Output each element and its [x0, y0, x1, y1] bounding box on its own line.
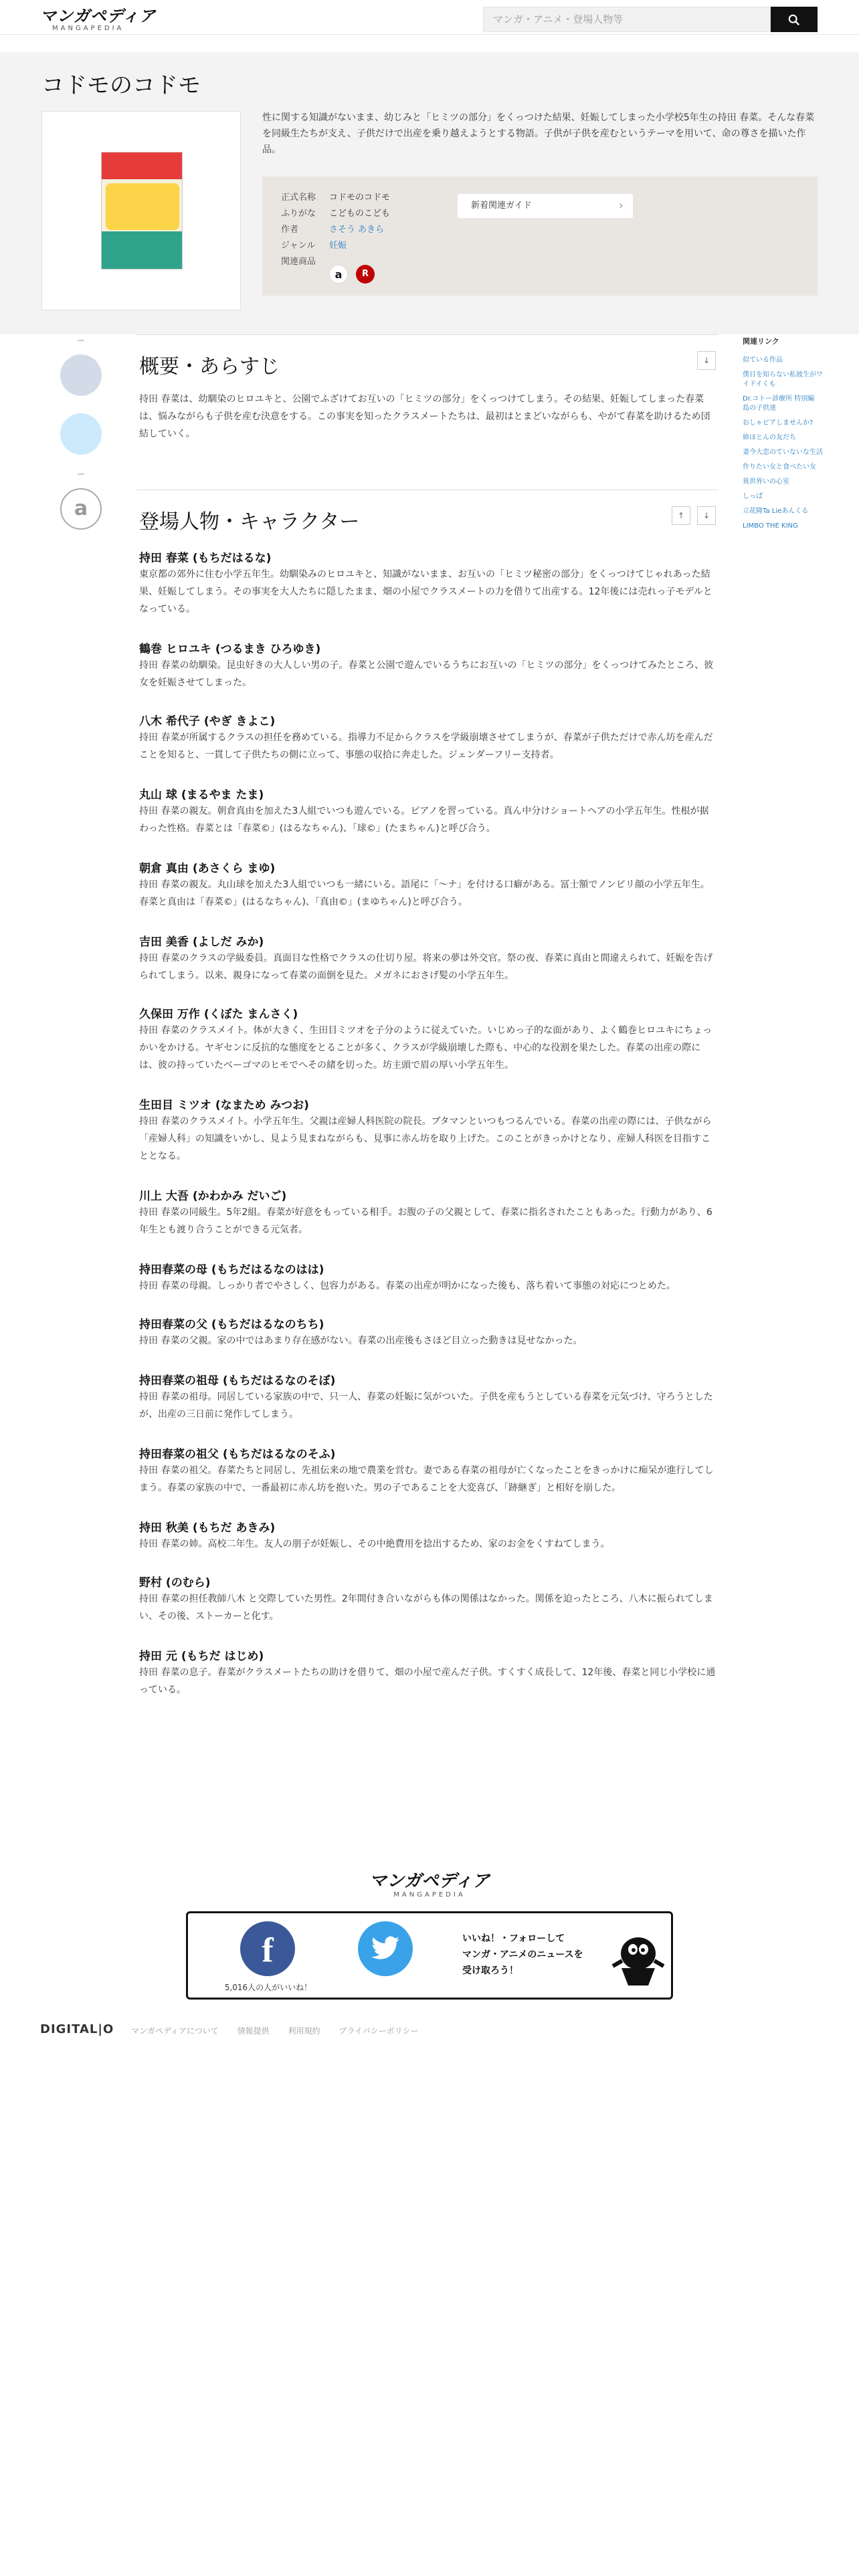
related-link[interactable]: 妻今大恋のていないな生活: [743, 449, 823, 456]
search-button[interactable]: [771, 7, 818, 32]
related-link[interactable]: Dr.コトー診療所 特別編 島の子供達: [743, 395, 815, 412]
related-title: 関連リンク: [743, 337, 779, 346]
related-link[interactable]: LIMBO THE KING: [743, 522, 798, 530]
related-link[interactable]: 異世界いの心室: [743, 478, 789, 486]
character-name: 持田 元 (もちだ はじめ): [139, 1650, 264, 1663]
twitter-bird-icon: [371, 1936, 399, 1960]
scroll-down-button[interactable]: ↓: [697, 506, 716, 525]
character-desc: 持田 春菜の親友。朝倉真由を加えた3人組でいつも遊んでいる。ピアノを習っている。真ん中分けショートヘアの小学五年生。性根が据わった性格。春菜とは「春菜©」(はるなちゃん)、「球©」(たまちゃん)と呼び合う。: [139, 806, 709, 834]
related-link[interactable]: 立花隆Ta Lieあんくる: [743, 508, 809, 515]
chevron-right-icon: ›: [618, 199, 624, 213]
character-name: 持田春菜の祖父 (もちだはるなのそふ): [139, 1448, 336, 1461]
character-desc: 持田 春菜の幼馴染。昆虫好きの大人しい男の子。春菜と公園で遊んでいるうちにお互いの「ヒミツの部分」をくっつけてみたところ、彼女を妊娠させてしまった。: [139, 660, 714, 688]
footer-logo[interactable]: [361, 1872, 498, 1899]
share-divider: [78, 473, 84, 475]
scroll-down-button[interactable]: ↓: [697, 351, 716, 370]
character-desc: 持田 春菜の担任教師八木 と交際していた男性。2年間付き合いながらも体の関係はなかった。関係を迫ったところ、八木に振られてしまい、その後、ストーカーと化す。: [139, 1594, 713, 1622]
facebook-likes-count: 5,016人の人がいいね！: [224, 1983, 312, 1992]
character-desc: 持田 春菜の姉。高校二年生。友人の朋子が妊娠し、その中絶費用を捻出するため、家のお金をくすねてしまう。: [139, 1539, 610, 1549]
footer-link-privacy[interactable]: プライバシーポリシー: [339, 2026, 419, 2036]
work-description: 性に関する知識がないまま、幼じみと「ヒミツの部分」をくっつけた結果、妊娠してしまった小学校5年生の持田 春菜。そんな春菜を同級生たちが支え、子供だけで出産を乗り越えようとする物語。子供が子供を産むというテーマを用いて、命の尊さを描いた作品。: [262, 112, 815, 155]
info-furigana: [281, 207, 390, 221]
character-name: 八木 希代子 (やぎ きよこ): [139, 715, 276, 728]
footer-link-info[interactable]: 情報提供: [237, 2026, 270, 2036]
site-header: [0, 0, 859, 35]
related-link[interactable]: 似ている作品: [743, 356, 783, 364]
site-logo[interactable]: [40, 8, 174, 31]
twitter-follow-icon[interactable]: [358, 1921, 413, 1976]
character-name: 川上 大吾 (かわかみ だいご): [139, 1190, 287, 1203]
character-name: 生田目 ミツオ (なまため みつお): [139, 1099, 309, 1112]
character-desc: 持田 春菜が所属するクラスの担任を務めている。指導力不足からクラスを学級崩壊させてしまうが、春菜が子供ただけで赤ん坊を産んだことを知ると、一貫して子供たちの側に立って、事態の収拾に奔走した。ジェンダーフリー支持者。: [139, 732, 713, 760]
related-links: [743, 336, 823, 536]
character-desc: 持田 春菜の息子。春菜がクラスメートたちの助けを借りて、畑の小屋で産んだ子供。すくすく成長して、12年後、春菜と同じ小学校に通っている。: [139, 1667, 716, 1695]
character-name: 持田 秋美 (もちだ あきみ): [139, 1521, 276, 1535]
character-name: 野村 (のむら): [139, 1576, 211, 1590]
info-label: 関連商品: [281, 257, 316, 267]
footer-links: [131, 2025, 435, 2036]
facebook-follow-icon[interactable]: f: [240, 1921, 295, 1976]
character-name: 久保田 万作 (くぼた まんさく): [139, 1008, 298, 1021]
character-name: 持田春菜の祖母 (もちだはるなのそぼ): [139, 1374, 336, 1388]
info-label: 正式名称: [281, 193, 316, 203]
character-desc: 持田 春菜の親友。丸山球を加えた3人組でいつも一緒にいる。語尾に「〜ナ」を付ける口癖がある。冨士額でノンビリ顔の小学五年生。春菜と真由は「春菜©」(はるなちゃん)、「真由©」(まゆちゃん)と呼び合う。: [139, 879, 710, 907]
info-author: [281, 223, 384, 237]
footer-link-terms[interactable]: 利用規約: [288, 2026, 320, 2036]
logo-main-text: マンガペディア: [40, 7, 157, 25]
footer-logo-sub: MANGAPEDIA: [393, 1891, 466, 1899]
rakuten-icon[interactable]: R: [356, 265, 375, 284]
characters-title: 登場人物・キャラクター: [139, 510, 360, 534]
share-divider: [78, 340, 84, 341]
cover-image[interactable]: [101, 152, 183, 270]
scroll-up-button[interactable]: ↑: [672, 506, 690, 525]
info-value: コドモのコドモ: [329, 193, 391, 203]
guide-label: 新着関連ガイド: [471, 201, 532, 211]
amazon-icon[interactable]: a: [329, 265, 348, 284]
info-label: 作者: [281, 225, 299, 235]
twitter-share-icon[interactable]: [60, 413, 102, 455]
character-name: 持田春菜の父 (もちだはるなのちち): [139, 1318, 324, 1331]
facebook-share-icon[interactable]: [60, 354, 102, 396]
character-desc: 持田 春菜のクラスの学級委員。真面目な性格でクラスの仕切り屋。将来の夢は外交官。祭の夜、春菜に真由と間違えられて、妊娠を告げられてしまう。以来、親身になって春菜の面倒を見た。メガネにおさげ髪の小学五年生。: [139, 953, 713, 981]
character-desc: 持田 春菜の祖母。同居している家族の中で、只一人、春菜の妊娠に気がついた。子供を産もうとしている春菜を元気づけ、守ろうとしたが、出産の三日前に発作してしまう。: [139, 1392, 713, 1420]
footer-bar: [0, 2013, 859, 2046]
amazon-share-icon[interactable]: a: [60, 488, 102, 530]
work-hero: [0, 52, 859, 334]
follow-message-line: 受け取ろう！: [462, 1965, 518, 1976]
character-desc: 持田 春菜の母親。しっかり者でやさしく、包容力がある。春菜の出産が明かになった後も、落ち着いて事態の対応につとめた。: [139, 1281, 676, 1291]
info-value: こどものこども: [329, 209, 391, 219]
info-genre: [281, 239, 347, 253]
info-label: ジャンル: [281, 241, 316, 251]
summary-header: [136, 334, 719, 379]
character-name: 鶴巻 ヒロユキ (つるまき ひろゆき): [139, 643, 321, 656]
related-link[interactable]: 僕目を知らない私彼生がワイドイくも: [743, 371, 823, 388]
footer-link-about[interactable]: マンガペディアについて: [131, 2026, 219, 2036]
related-link[interactable]: 作りたい女と食べたい女: [743, 463, 816, 471]
character-desc: 持田 春菜のクラスメイト。体が大きく、生田目ミツオを子分のように従えていた。いじめっ子的な面があり、よく鶴巻ヒロユキにちょっかいをかける。ヤギセンに反抗的な態度をとることが多く、クラスが学級崩壊した際も、中心的な役割を果たした。春菜の出産の際には、彼の持っていたベーゴマのヒモでへその緒を切った。坊主頭で眉の厚い小学五年生。: [139, 1025, 712, 1071]
work-info-panel: [262, 177, 818, 296]
mascot-icon: [608, 1927, 668, 1988]
characters-header: [136, 490, 719, 534]
search-input[interactable]: マンガ・アニメ・登場人物等: [483, 7, 771, 32]
follow-message-line: マンガ・アニメのニュースを: [462, 1949, 583, 1960]
character-desc: 持田 春菜の父親。家の中ではあまり存在感がない。春菜の出産後もさほど目立った動きは見せなかった。: [139, 1335, 583, 1346]
follow-message: [462, 1931, 609, 1979]
cover-band: [102, 152, 183, 179]
follow-message-line: いいね！・フォローして: [462, 1933, 565, 1944]
follow-box: [186, 1911, 673, 2000]
cover-bottom: [102, 231, 183, 270]
related-link[interactable]: おしゃピアしませんか?: [743, 419, 814, 427]
character-desc: 持田 春菜の祖父。春菜たちと同居し、先祖伝来の地で農業を営む。妻である春菜の祖母が亡くなったことをきっかけに痴呆が進行してしまう。春菜の家族の中で、一番最初に赤ん坊を抱いた。男の子であることを大変喜び、「跡継ぎ」と相好を崩した。: [139, 1465, 714, 1493]
character-name: 吉田 美香 (よしだ みか): [139, 936, 264, 949]
character-desc: 持田 春菜の同級生。5年2組。春菜が好意をもっている相手。お腹の子の父親として、春菜に指名されたこともあった。行動力があり、6年生とも渡り合うことができる元気者。: [139, 1207, 712, 1235]
info-goods: [281, 255, 329, 269]
author-link[interactable]: さそう あきら: [329, 225, 385, 235]
character-name: 丸山 球 (まるやま たま): [139, 788, 264, 802]
logo-sub-text: MANGAPEDIA: [52, 25, 124, 32]
character-name: 持田春菜の母 (もちだはるなのはは): [139, 1263, 324, 1277]
character-name: 持田 春菜 (もちだはるな): [139, 552, 272, 565]
digitalio-logo[interactable]: DIGITAL|O: [40, 2022, 114, 2036]
genre-link[interactable]: 妊娠: [329, 241, 347, 251]
character-desc: 東京都の郊外に住む小学五年生。幼馴染みのヒロユキと、知識がないまま、お互いの「ヒミツ秘密の部分」をくっつけてじゃれあった結果、妊娠してしまう。その事実を大人たちに隠したまま、畑の小屋でクラスメートの力を借りて出産する。12年後には売れっ子モデルとなっている。: [139, 569, 712, 615]
related-link[interactable]: 姉ほとんの友だち: [743, 434, 796, 441]
search-icon: [788, 14, 800, 26]
new-guide-button[interactable]: [458, 194, 633, 218]
related-link[interactable]: しっぱ: [743, 493, 763, 500]
cover-frame: [41, 111, 241, 310]
info-label: ふりがな: [281, 209, 316, 219]
cover-illustration: [106, 183, 179, 230]
summary-title: 概要・あらすじ: [139, 355, 280, 379]
character-name: 朝倉 真由 (あさくら まゆ): [139, 862, 276, 875]
character-desc: 持田 春菜のクラスメイト。小学五年生。父親は産婦人科医院の院長。ブタマンといつもつるんでいる。春菜の出産の際には、子供ながら「産婦人科」の知識をいかし、見よう見まねながらも、見事に赤ん坊を取り上げた。このことがきっかけとなり、産婦人科医を目指すこととなる。: [139, 1116, 712, 1162]
info-official-name: [281, 191, 390, 205]
summary-text: 持田 春菜は、幼馴染のヒロユキと、公園でふざけてお互いの「ヒミツの部分」をくっつけてしまう。その結果、妊娠してしまった春菜は、悩みながらも子供を産む決意をする。この事実を知ったクラスメートたちは、最初はとまどいながらも、やがて春菜を助けるため団結していく。: [139, 394, 710, 439]
footer-logo-main: マンガペディア: [369, 1871, 490, 1891]
page-title: コドモのコドモ: [41, 72, 201, 99]
